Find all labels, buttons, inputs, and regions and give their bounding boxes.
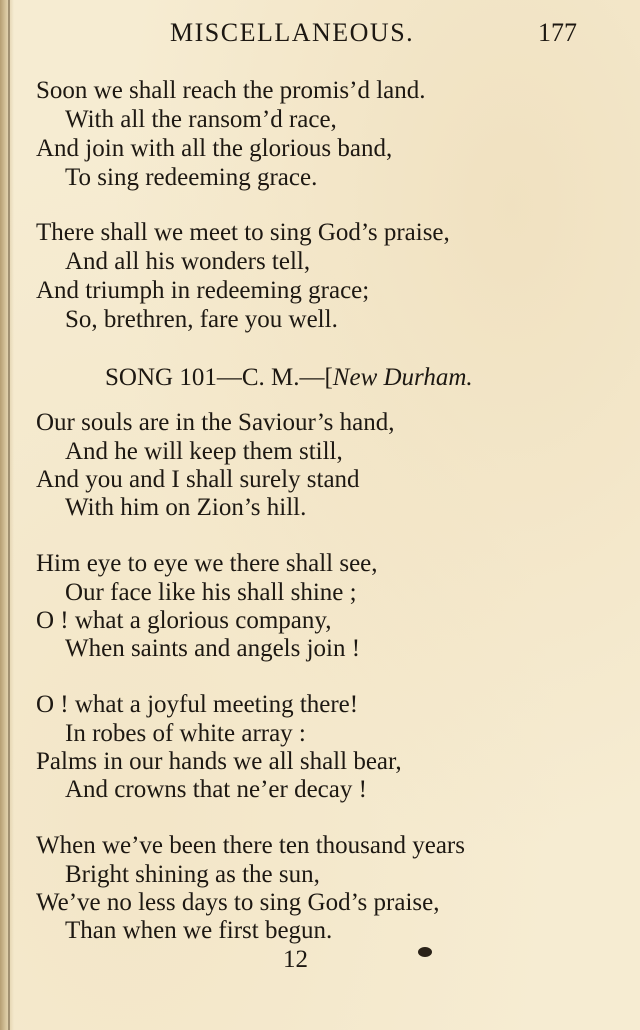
verse-line: To sing redeeming grace.	[65, 164, 318, 191]
verse-line: And all his wonders tell,	[65, 248, 311, 275]
song-verse-line: With him on Zion’s hill.	[65, 494, 307, 521]
song-verse-line: Our face like his shall shine ;	[65, 579, 357, 606]
song-verse-line: Our souls are in the Saviour’s hand,	[36, 409, 395, 436]
song-verse-line: And crowns that ne’er decay !	[65, 776, 367, 803]
verse-line: There shall we meet to sing God’s praise,	[36, 219, 450, 246]
show-through-texture	[425, 65, 625, 945]
verse-line: So, brethren, fare you well.	[65, 306, 338, 333]
running-title: MISCELLANEOUS.	[170, 18, 415, 47]
song-verse-line: Than when we first begun.	[65, 917, 333, 944]
song-heading	[105, 364, 473, 392]
song-verse-line: And you and I shall surely stand	[36, 466, 360, 493]
song-verse-line: Palms in our hands we all shall bear,	[36, 748, 402, 775]
song-verse-line: And he will keep them still,	[65, 438, 343, 465]
song-number: SONG 101—C. M.—[	[105, 364, 333, 391]
song-verse-line: When we’ve been there ten thousand years	[36, 832, 465, 859]
song-verse-line: Him eye to eye we there shall see,	[36, 550, 378, 577]
song-verse-line: O ! what a glorious company,	[36, 607, 332, 634]
signature-mark: 12	[283, 946, 308, 973]
page-number: 177	[538, 18, 577, 47]
verse-line: And triumph in redeeming grace;	[36, 277, 370, 304]
page-gutter-shadow	[0, 0, 14, 1030]
verse-line: Soon we shall reach the promis’d land.	[36, 77, 426, 104]
verse-line: With all the ransom’d race,	[65, 106, 337, 133]
song-verse-line: When saints and angels join !	[65, 635, 361, 662]
song-verse-line: We’ve no less days to sing God’s praise,	[36, 889, 440, 916]
page-gutter-edge	[8, 0, 10, 1030]
ink-blot-icon	[418, 947, 432, 957]
song-verse-line: O ! what a joyful meeting there!	[36, 691, 359, 718]
page-header	[170, 18, 590, 54]
song-tune-name: New Durham.	[332, 364, 473, 391]
song-verse-line: In robes of white array :	[65, 720, 306, 747]
song-verse-line: Bright shining as the sun,	[65, 861, 320, 888]
verse-line: And join with all the glorious band,	[36, 135, 393, 162]
